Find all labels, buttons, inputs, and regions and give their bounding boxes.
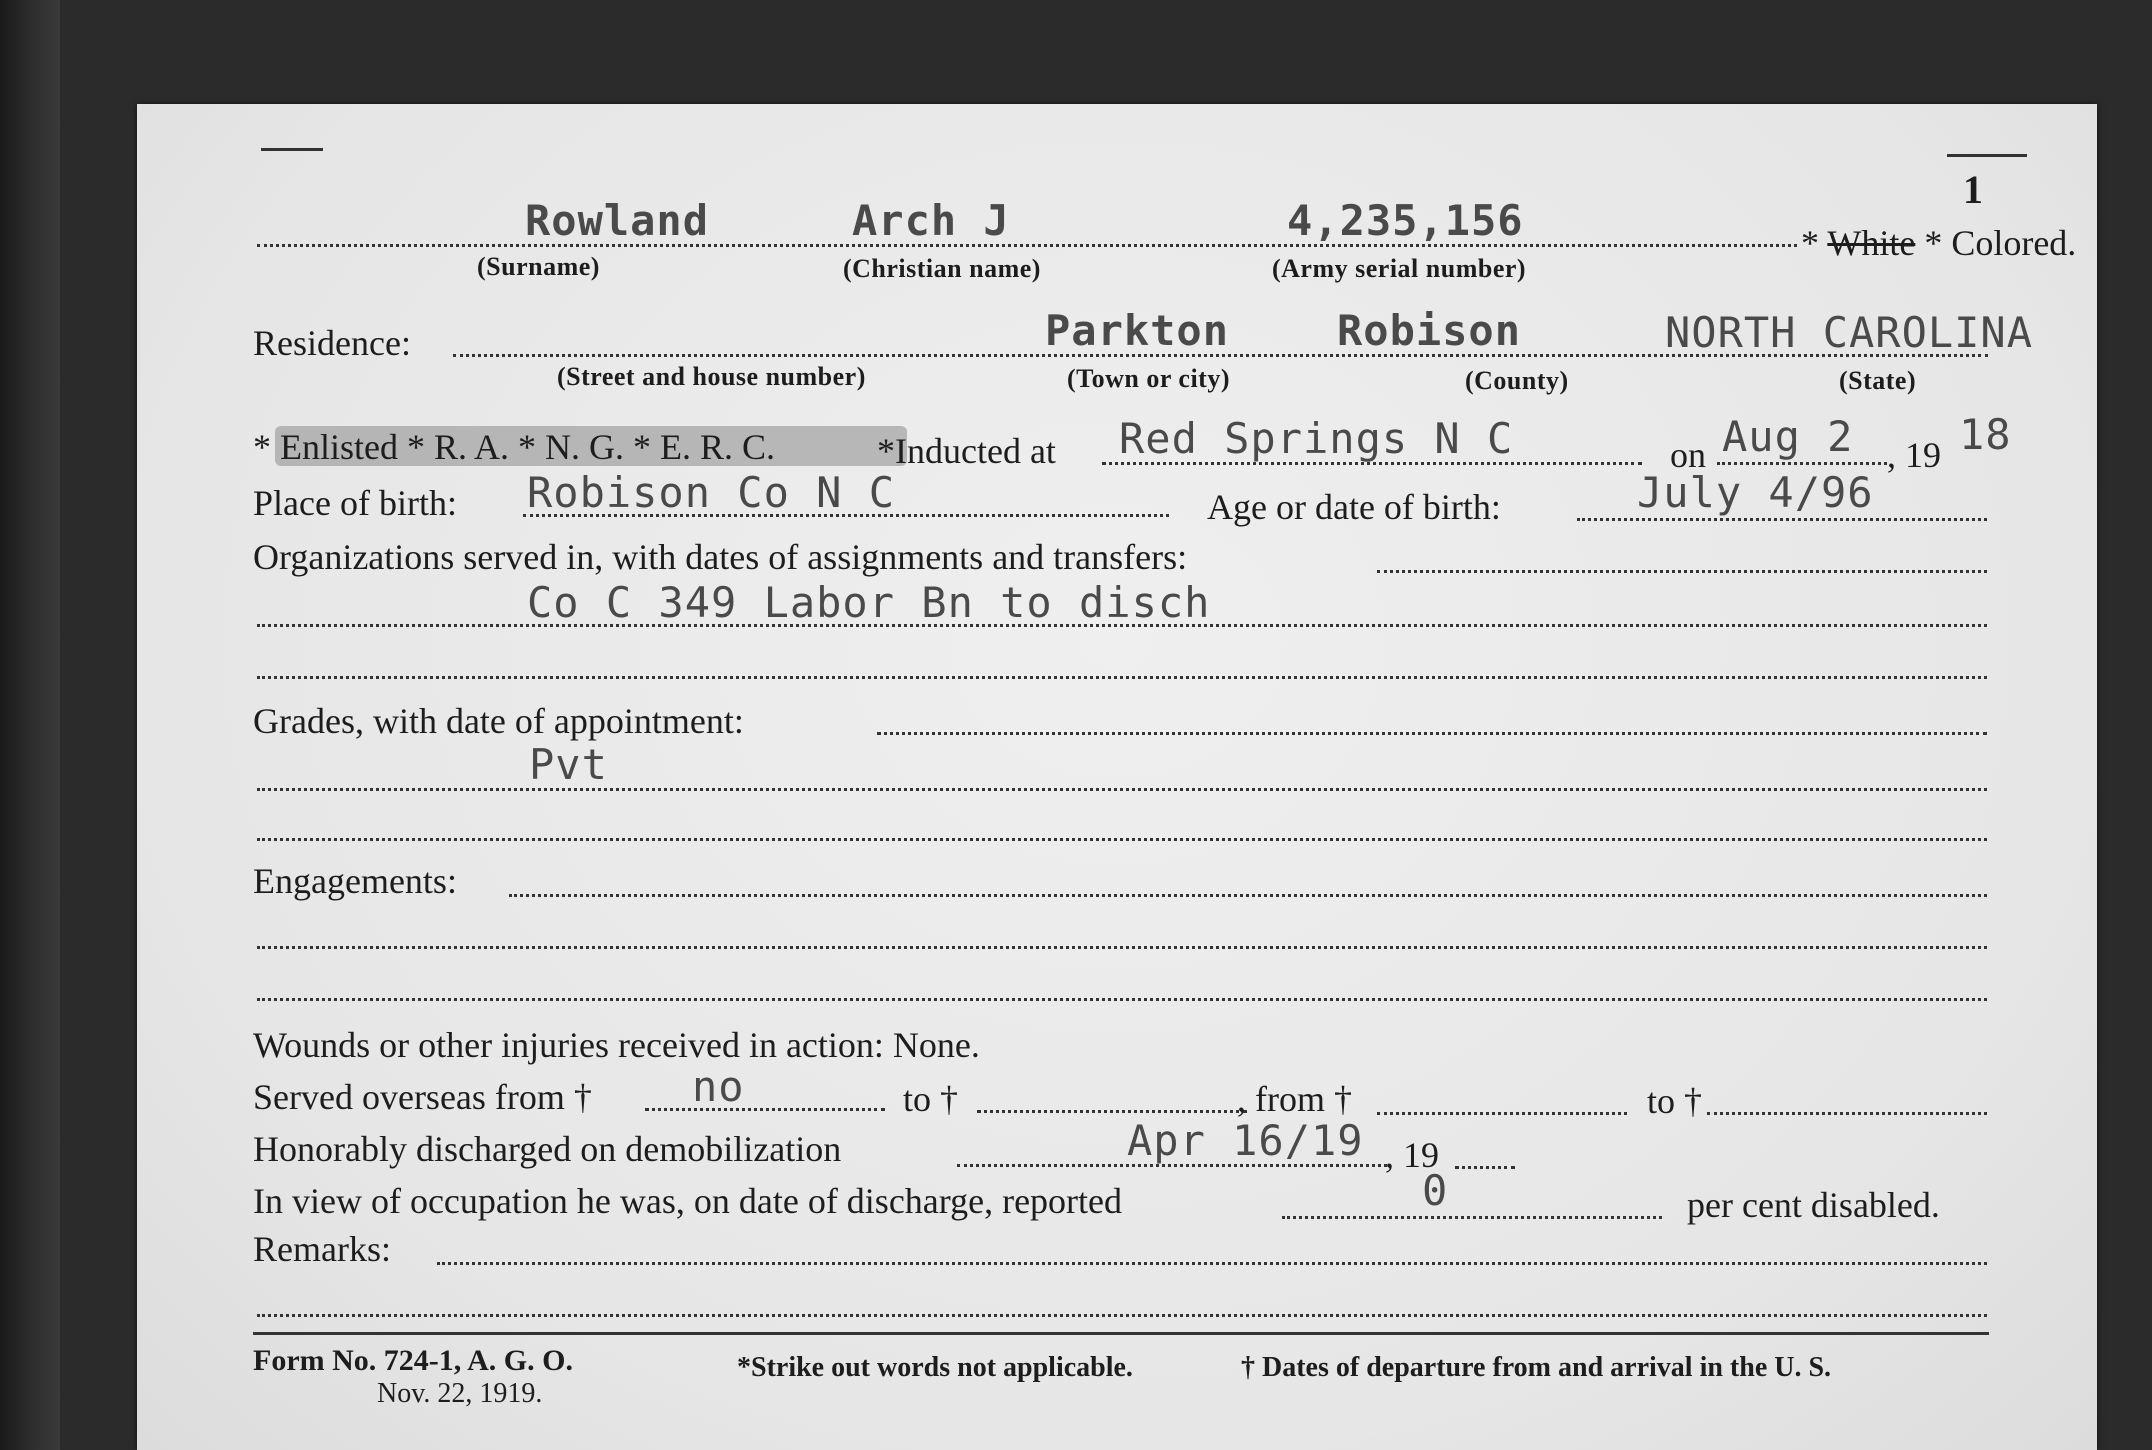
town-label: (Town or city) <box>1067 364 1230 393</box>
engagements-line-1 <box>509 894 1987 897</box>
remarks-line-2 <box>257 1314 1987 1317</box>
race-field <box>1801 222 2076 264</box>
remarks-line-1 <box>437 1262 1987 1265</box>
grades-label: Grades, with date of appointment: <box>253 701 744 741</box>
grades-line-1 <box>877 732 1987 735</box>
disability-label: In view of occupation he was, on date of discharge, reported <box>253 1181 1123 1221</box>
overseas-from2-line <box>1377 1112 1627 1115</box>
disability-value: 0 <box>1422 1166 1449 1215</box>
disability-suffix: per cent disabled. <box>1687 1185 1940 1225</box>
induction-date-value: Aug 2 <box>1722 412 1854 461</box>
grades-line-3 <box>257 838 1987 841</box>
organizations-label: Organizations served in, with dates of assignments and transfers: <box>253 537 1188 577</box>
serial-number-value: 4,235,156 <box>1287 196 1524 245</box>
birth-date-line <box>1577 518 1987 521</box>
state-label: (State) <box>1839 366 1917 395</box>
disability-line <box>1282 1216 1662 1219</box>
state-value: NORTH CAROLINA <box>1665 308 2034 357</box>
dates-note: † Dates of departure from and arrival in the U. S. <box>1241 1352 1832 1383</box>
overseas-to2-label: to † <box>1647 1081 1703 1121</box>
race-star: * <box>1915 223 1952 263</box>
inducted-place-value: Red Springs N C <box>1119 414 1514 463</box>
street-label: (Street and house number) <box>557 362 866 391</box>
overseas-from-line <box>645 1108 885 1111</box>
organizations-line-1 <box>1377 570 1987 573</box>
form-date: Nov. 22, 1919. <box>377 1378 543 1409</box>
wounds-label: Wounds or other injuries received in action: None. <box>253 1025 980 1065</box>
top-left-rule <box>261 148 323 151</box>
on-label: on <box>1670 435 1706 475</box>
birth-place-label: Place of birth: <box>253 483 457 523</box>
top-right-rule <box>1947 154 2027 157</box>
christian-name-value: Arch J <box>852 196 1010 245</box>
town-value: Parkton <box>1045 306 1230 355</box>
race-star: * <box>1801 223 1828 263</box>
surname-value: Rowland <box>525 196 710 245</box>
remarks-label: Remarks: <box>253 1229 391 1269</box>
birth-date-label: Age or date of birth: <box>1207 487 1501 527</box>
scan-backdrop <box>0 0 60 1450</box>
overseas-to-line <box>977 1110 1247 1113</box>
service-record-card <box>137 104 2097 1450</box>
card-number: 1 <box>1963 167 1983 212</box>
strike-out-note: *Strike out words not applicable. <box>737 1352 1133 1383</box>
residence-label: Residence: <box>253 323 411 363</box>
discharge-date-value: Apr 16/19 <box>1127 1116 1364 1165</box>
overseas-from2-label: , from † <box>1237 1079 1352 1119</box>
race-colored: Colored. <box>1951 223 2077 263</box>
birth-place-value: Robison Co N C <box>527 468 896 517</box>
overseas-to2-line <box>1707 1112 1987 1115</box>
surname-label: (Surname) <box>477 252 600 281</box>
name-line <box>257 244 1797 247</box>
overseas-from-value: no <box>692 1062 745 1111</box>
grades-line-2 <box>257 788 1987 791</box>
race-white-struck: White <box>1827 223 1916 263</box>
inducted-label: *Inducted at <box>877 431 1056 471</box>
discharge-label: Honorably discharged on demobilization <box>253 1129 842 1169</box>
organizations-line-3 <box>257 676 1987 679</box>
county-label: (County) <box>1465 366 1569 395</box>
enlisted-options: * Enlisted * R. A. * N. G. * E. R. C. <box>253 427 776 467</box>
birth-date-value: July 4/96 <box>1637 468 1874 517</box>
footer-rule <box>253 1332 1989 1335</box>
overseas-label: Served overseas from † <box>253 1077 592 1117</box>
overseas-to-label: to † <box>903 1079 959 1119</box>
christian-name-label: (Christian name) <box>843 254 1041 283</box>
discharge-year-line <box>1455 1166 1515 1169</box>
serial-number-label: (Army serial number) <box>1272 254 1527 283</box>
form-number: Form No. 724-1, A. G. O. <box>253 1344 573 1377</box>
engagements-line-3 <box>257 998 1987 1001</box>
induction-date-line <box>1717 462 1887 465</box>
engagements-line-2 <box>257 946 1987 949</box>
discharge-year-label: , 19 <box>1385 1135 1439 1175</box>
induction-year-value: 18 <box>1959 410 2012 459</box>
engagements-label: Engagements: <box>253 861 457 901</box>
induction-year-prefix: , 19 <box>1887 435 1941 475</box>
organizations-value: Co C 349 Labor Bn to disch <box>527 578 1211 627</box>
county-value: Robison <box>1337 306 1522 355</box>
grades-value: Pvt <box>529 740 608 789</box>
